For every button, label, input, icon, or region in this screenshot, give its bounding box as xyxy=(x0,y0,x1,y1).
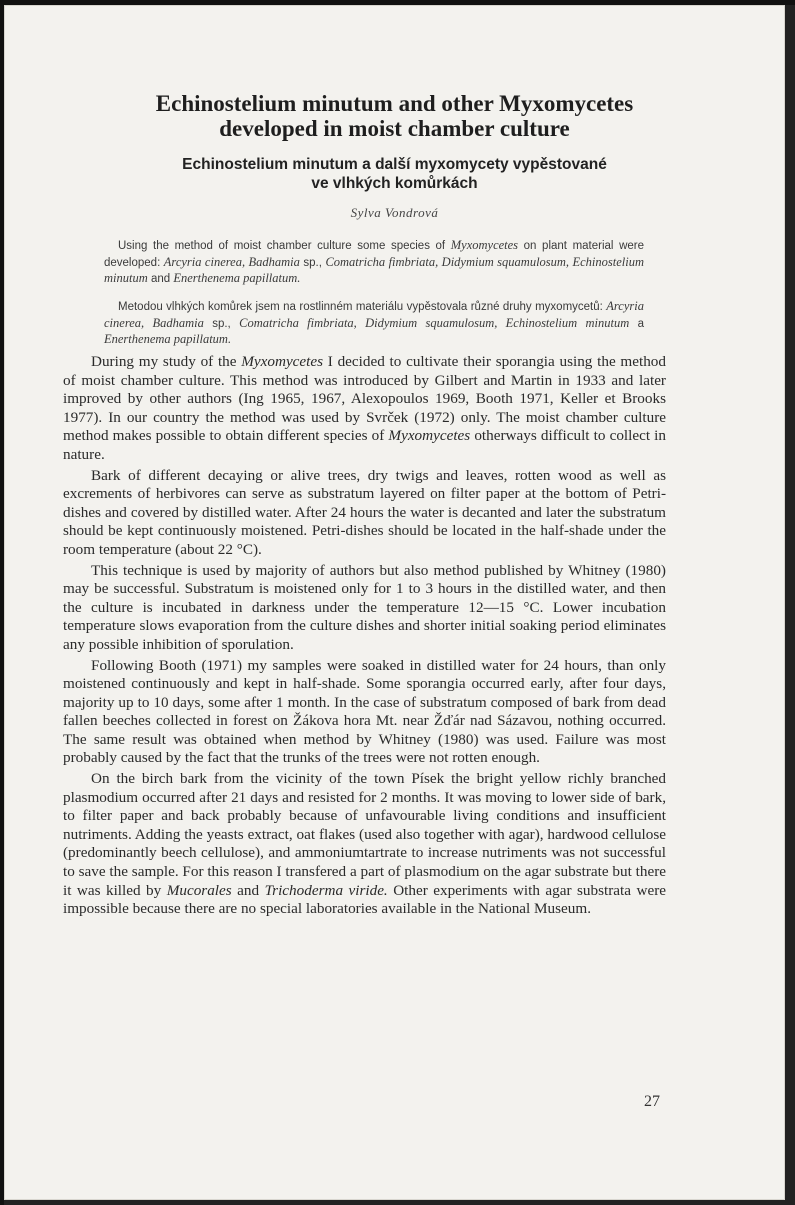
abstract-en-text-3: sp., xyxy=(299,256,326,269)
p1-text-2: I decided to cultivate their sporangia using the method of moist chamber culture. This method was introduced by Gilbert and Martin in 1933 and later improved by other authors (Ing 1965, 1967, Alexopoulos 1969, Booth 1971, Keller et Brooks 1977). In our country the method was used by Svrček (1972) only. The moist chamber culture method makes possible to obtain different species of xyxy=(63,353,666,445)
p1-italic-1: Myxomycetes xyxy=(241,353,324,370)
paper-title xyxy=(4,91,785,141)
abstract-en-italic-3: Comatricha fimbriata, Didymium squamulosum, Echinostelium minutum xyxy=(104,254,645,285)
title-line-1: Echinostelium minutum and other Myxomycetes xyxy=(155,91,634,116)
abstract-en-text-1: Using the method of moist chamber culture some species of xyxy=(118,240,451,252)
body-text xyxy=(63,353,666,921)
abstract-en-italic-4: Enerthenema papillatum. xyxy=(173,271,301,285)
abstract-cz-italic-1: Arcyria cinerea, Badhamia xyxy=(104,299,644,330)
p1-italic-2: Myxomycetes xyxy=(388,427,471,445)
paragraph-1 xyxy=(63,353,666,465)
paragraph-4: Following Booth (1971) my samples were soaked in distilled water for 24 hours, than only moistened continuously and kept in half-shade. Some sporangia occurred early, after four days, majority up to 10 days, some after 1 month. In the case of substratum composed of bark from dead fallen beeches collected in forest on Žákova hora Mt. near Žďár nad Sázavou, nothing occurred. The same result was obtained when method by Whitney (1980) was used. Failure was most probably caused by the fact that the trunks of the trees were not rotten enough. xyxy=(63,656,666,767)
title-line-2: developed in moist chamber culture xyxy=(219,116,570,141)
abstract-cz-italic-2: Comatricha fimbriata, Didymium squamulosum, Echinostelium minutum xyxy=(239,315,630,330)
abstract-cz-text-2: sp., xyxy=(203,317,240,330)
author-name: Sylva Vondrová xyxy=(350,205,439,220)
p1-text-3: otherways difficult to collect in nature. xyxy=(63,427,666,463)
page-number: 27 xyxy=(644,1093,660,1110)
p5-italic-2: Trichoderma viride. xyxy=(264,881,388,899)
p5-text-1: On the birch bark from the vicinity of the town Písek the bright yellow richly branched plasmodium occurred after 21 days and resisted for 2 months. It was moving to lower side of bark, to filter paper and back probably because of unfavourable living conditions and insufficient nutriments. Adding the yeasts extract, oat flakes (used also together with agar), hardwood cellulose (predominantly beech cellulose), and ammoniumtartrate to increase nutriments was not successful to save the sample. For this reason I transfered a part of plasmodium on the agar substrate but there it was killed by xyxy=(63,770,666,899)
subtitle-line-2: ve vlhkých komůrkách xyxy=(311,175,478,192)
abstract-cz-italic-3: Enerthenema papillatum. xyxy=(104,332,232,346)
p5-italic-1: Mucorales xyxy=(166,881,232,899)
paragraph-5 xyxy=(63,770,666,919)
abstract-czech xyxy=(104,299,644,349)
p5-text-2: and xyxy=(231,881,265,899)
abstract-english xyxy=(104,238,644,288)
paper-subtitle-czech xyxy=(4,155,785,193)
subtitle-line-1: Echinostelium minutum a další myxomycety vypěstované xyxy=(182,156,607,173)
abstract-cz-text-3: a xyxy=(629,317,645,330)
paragraph-3: This technique is used by majority of authors but also method published by Whitney (1980) may be successful. Substratum is moistened only for 1 to 3 hours in the distilled water, and then the culture is incubated in darkness under the temperature 12—15 °C. Lower incubation temperature slows evaporation from the culture dishes and shorter initial soaking period eliminates any possible inhibition of sporulation. xyxy=(63,561,666,653)
paper-page xyxy=(4,5,785,1200)
p1-text-1: During my study of the xyxy=(91,353,242,370)
abstract-en-italic-1: Myxomycetes xyxy=(450,238,519,252)
abstract-en-text-4: and xyxy=(147,273,174,285)
abstract-en-text-2: on plant material were developed: xyxy=(104,240,644,269)
abstract-en-italic-2: Arcyria cinerea, Badhamia xyxy=(163,254,300,269)
paragraph-2: Bark of different decaying or alive trees, dry twigs and leaves, rotten wood as well as excrements of herbivores can serve as substratum layered on filter paper at the bottom of Petri-dishes and covered by distilled water. After 24 hours the water is decanted and later the substratum should be kept continuously moistened. Petri-dishes should be located in the half-shade under the room temperature (about 22 °C). xyxy=(63,466,666,558)
p5-text-3: Other experiments with agar substrata were impossible because there are no special laboratories available in the National Museum. xyxy=(63,881,666,918)
abstract-cz-text-1: Metodou vlhkých komůrek jsem na rostlinném materiálu vypěstovala různé druhy myxomycetů: xyxy=(118,301,607,313)
